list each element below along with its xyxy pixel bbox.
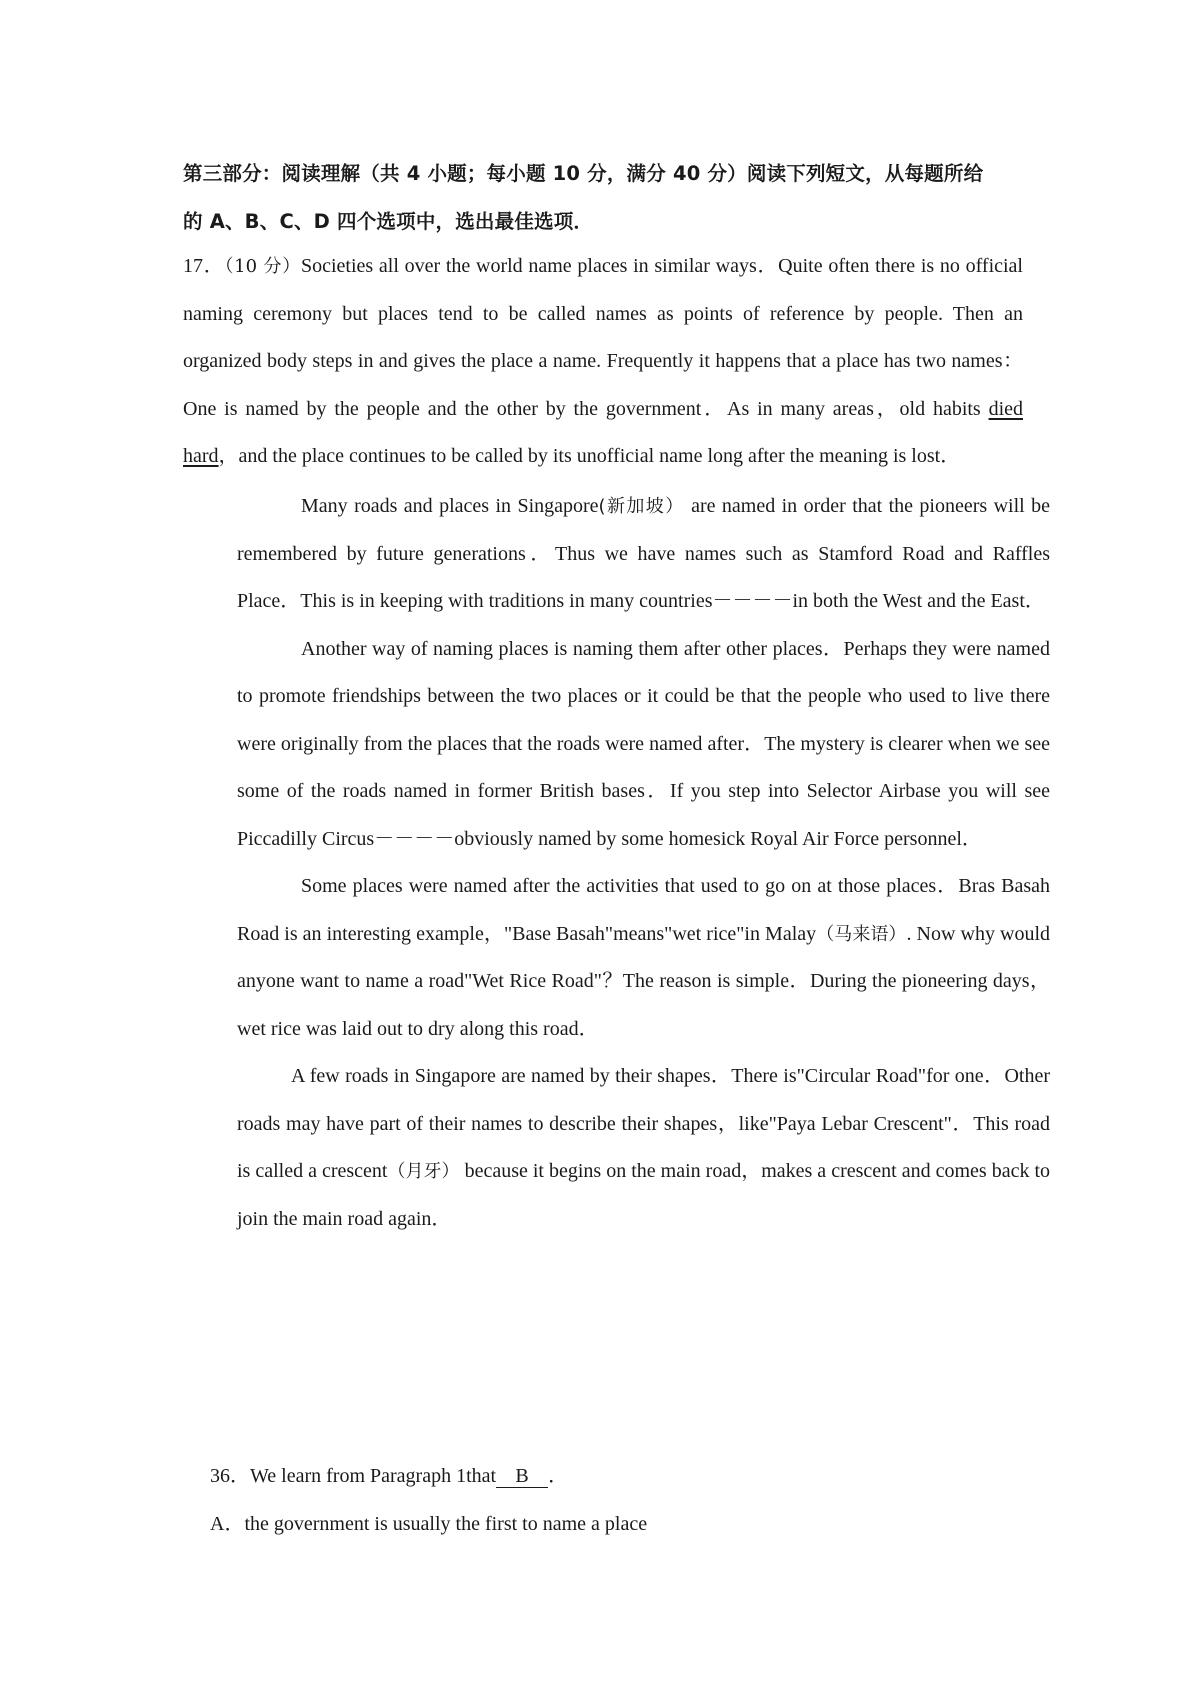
passage-paragraph-3: Another way of naming places is naming them after other places．Perhaps they were named to promote friendships between the two places or it could be that the people who used to live there were originally from the places that the roads were named after．The mystery is clearer when we see some of the roads named in former British bases．If you step into Selector Airbase you will see Piccadilly Circus－－－－obviously named by some homesick Royal Air Force personnel． (237, 637, 1050, 850)
question-36-stem-text: 36．We learn from Paragraph 1that (210, 1465, 497, 1487)
reading-passage (183, 243, 1023, 481)
passage-paragraph-5 (237, 1053, 1050, 1243)
paragraph-1-text: Societies all over the world name places in similar ways．Quite often there is no official naming ceremony but places tend to be called names as points of reference by people. Then an organized body steps in and gives the place a name. Frequently it happens that a place has two names：One is named by the people and the other by the government．As in many areas，old habits (183, 255, 1023, 420)
passage-body (237, 483, 1050, 1243)
section-heading-line-1: 第三部分：阅读理解（共 4 小题；每小题 10 分，满分 40 分）阅读下列短文，从每题所给 (183, 162, 984, 185)
question-36-stem-end: ． (548, 1465, 569, 1487)
paragraph-5-text-end: because it begins on the main road，makes a crescent and comes back to join the main road again． (237, 1160, 1051, 1230)
passage-paragraph-2 (237, 483, 1050, 626)
question-36-stem (210, 1452, 1023, 1500)
paragraph-5-text: A few roads in Singapore are named by their shapes．There is"Circular Road"for one．Other roads may have part of their names to describe their shapes，like"Paya Lebar Crescent"．This road is called a crescent (237, 1065, 1050, 1182)
underlined-phrase: died hard (183, 397, 1023, 467)
paragraph-2-text-end: are named in order that the pioneers will be remembered by future generations．Thus we have names such as Stamford Road and Raffles Place．This is in keeping with traditions in many countries－－－－in both the West and the East． (237, 495, 1051, 612)
section-heading-line-2: 的 A、B、C、D 四个选项中，选出最佳选项． (183, 210, 594, 233)
passage-paragraph-4 (237, 863, 1050, 1053)
paragraph-1-text-end: ，and the place continues to be called by its unofficial name long after the meaning is lost． (218, 445, 961, 467)
paragraph-4-text: Some places were named after the activities that used to go on at those places．Bras Basah Road is an interesting example，"Base Basah"means"wet rice"in Malay (237, 875, 1050, 945)
answer-blank: B (496, 1465, 548, 1488)
chinese-gloss-singapore: (新加坡） (598, 496, 685, 517)
paragraph-2-text: Many roads and places in Singapore (301, 495, 599, 517)
question-36 (210, 1452, 1023, 1548)
chinese-gloss-crescent: （月牙） (387, 1161, 460, 1182)
question-score: （10 分） (224, 256, 301, 277)
paragraph-4-text-end: . Now why would anyone want to name a road"Wet Rice Road"？The reason is simple．During the pioneering days，wet rice was laid out to dry along this road． (237, 922, 1051, 1040)
option-a: A．the government is usually the first to name a place (210, 1513, 648, 1535)
question-number: 17． (183, 255, 225, 277)
passage-paragraph-1 (183, 243, 1023, 481)
chinese-gloss-malay: （马来语） (816, 923, 907, 945)
section-heading (183, 150, 1023, 246)
question-17-block (183, 243, 1023, 481)
